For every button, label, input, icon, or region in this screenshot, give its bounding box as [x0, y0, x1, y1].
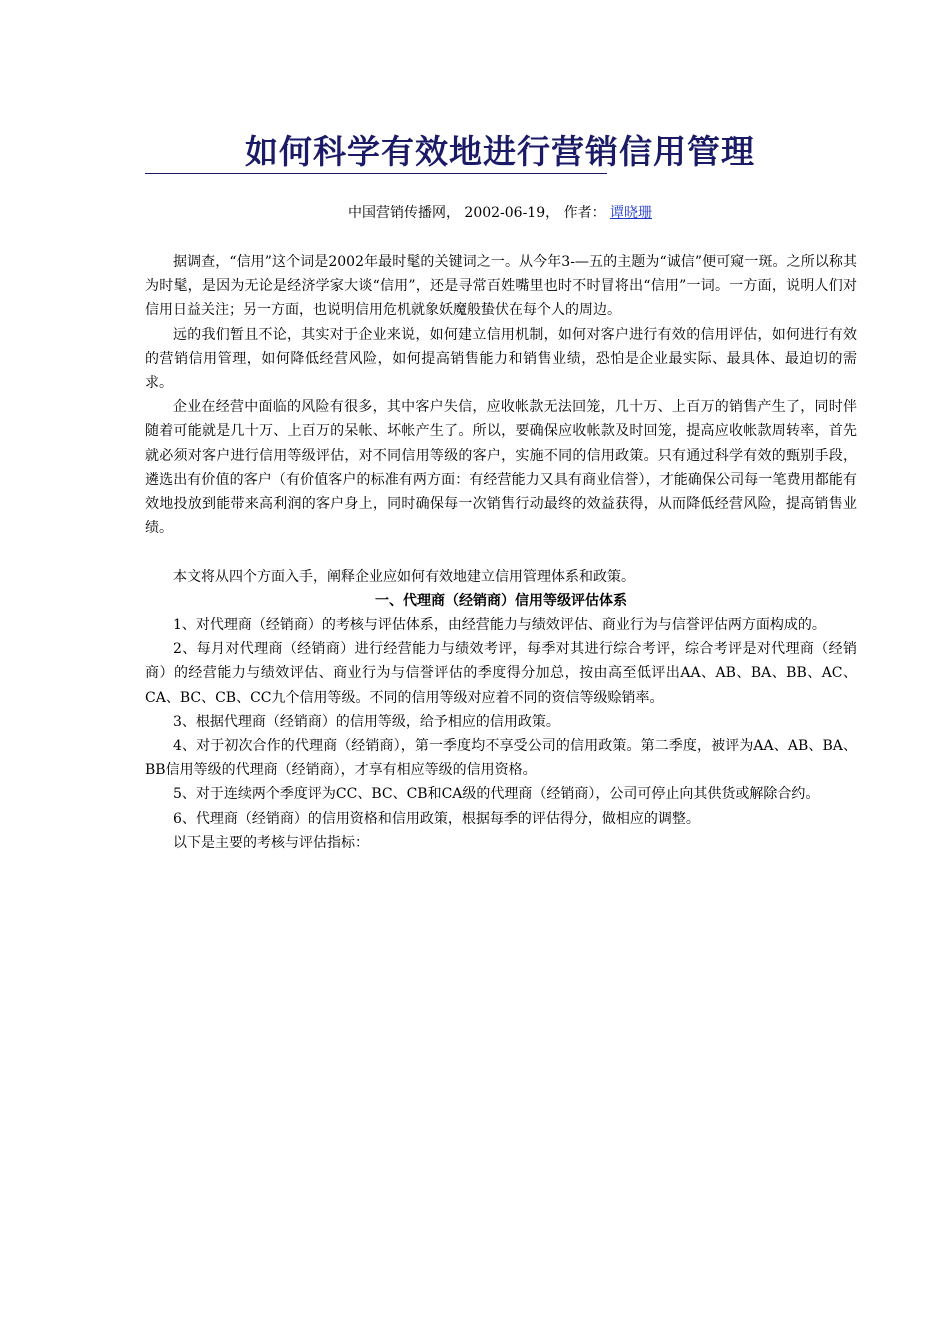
byline-author-label: 作者： [563, 205, 606, 221]
paragraph-1: 据调查，“信用”这个词是2002年最时髦的关键词之一。从今年3-—五的主题为“诚信”便可窥一斑。之所以称其为时髦，是因为无论是经济学家大谈“信用”，还是寻常百姓嘴里也时不时冒将出“信用”一词。一方面，说明人们对信用日益关注；另一方面，也说明信用危机就象妖魔般蛰伏在每个人的周边。 [145, 254, 857, 319]
title-underline [145, 173, 607, 174]
list-item: 2、每月对代理商（经销商）进行经营能力与绩效考评，每季对其进行综合考评，综合考评是对代理商（经销商）的经营能力与绩效评估、商业行为与信誉评估的季度得分加总，按由高至低评出AA、AB、BA、BB、AC、CA、BC、CB、CC九个信用等级。不同的信用等级对应着不同的资信等级赊销率。 [145, 641, 857, 706]
paragraph-4: 本文将从四个方面入手，阐释企业应如何有效地建立信用管理体系和政策。 [173, 568, 635, 585]
list-item: 5、对于连续两个季度评为CC、BC、CB和CA级的代理商（经销商），公司可停止向其供货或解除合约。 [173, 786, 820, 803]
list-item: 3、根据代理商（经销商）的信用等级，给予相应的信用政策。 [173, 713, 560, 730]
list-item: 4、对于初次合作的代理商（经销商），第一季度均不享受公司的信用政策。第二季度，被评为AA、AB、BA、BB信用等级的代理商（经销商），才享有相应等级的信用资格。 [145, 738, 857, 779]
paragraph-spacer [145, 540, 857, 564]
section-heading: 一、代理商（经销商）信用等级评估体系 [375, 592, 627, 609]
paragraph-2: 远的我们暂且不论，其实对于企业来说，如何建立信用机制，如何对客户进行有效的信用评估，如何进行有效的营销信用管理，如何降低经营风险，如何提高销售能力和销售业绩，恐怕是企业最实际、最具体、最迫切的需求。 [145, 326, 857, 392]
article-body [145, 250, 857, 855]
list-item: 6、代理商（经销商）的信用资格和信用政策，根据每季的评估得分，做相应的调整。 [173, 810, 700, 827]
list-item: 以下是主要的考核与评估指标： [173, 834, 369, 851]
paragraph-3: 企业在经营中面临的风险有很多，其中客户失信，应收帐款无法回笼，几十万、上百万的销售产生了，同时伴随着可能就是几十万、上百万的呆帐、坏帐产生了。所以，要确保应收帐款及时回笼，提高应收帐款周转率，首先就必须对客户进行信用等级评估，对不同信用等级的客户，实施不同的信用政策。只有通过科学有效的甄别手段，遴选出有价值的客户（有价值客户的标准有两方面：有经营能力又具有商业信誉），才能确保公司每一笔费用都能有效地投放到能带来高利润的客户身上，同时确保每一次销售行动最终的效益获得，从而降低经营风险，提高销售业绩。 [145, 399, 857, 537]
byline-date: 2002-06-19， [464, 205, 560, 221]
byline-source: 中国营销传播网， [347, 205, 460, 221]
list-item: 1、对代理商（经销商）的考核与评估体系，由经营能力与绩效评估、商业行为与信誉评估两方面构成的。 [173, 617, 826, 634]
article-title: 如何科学有效地进行营销信用管理 [245, 132, 755, 171]
author-link[interactable]: 谭晓珊 [610, 205, 653, 221]
byline [145, 203, 855, 223]
